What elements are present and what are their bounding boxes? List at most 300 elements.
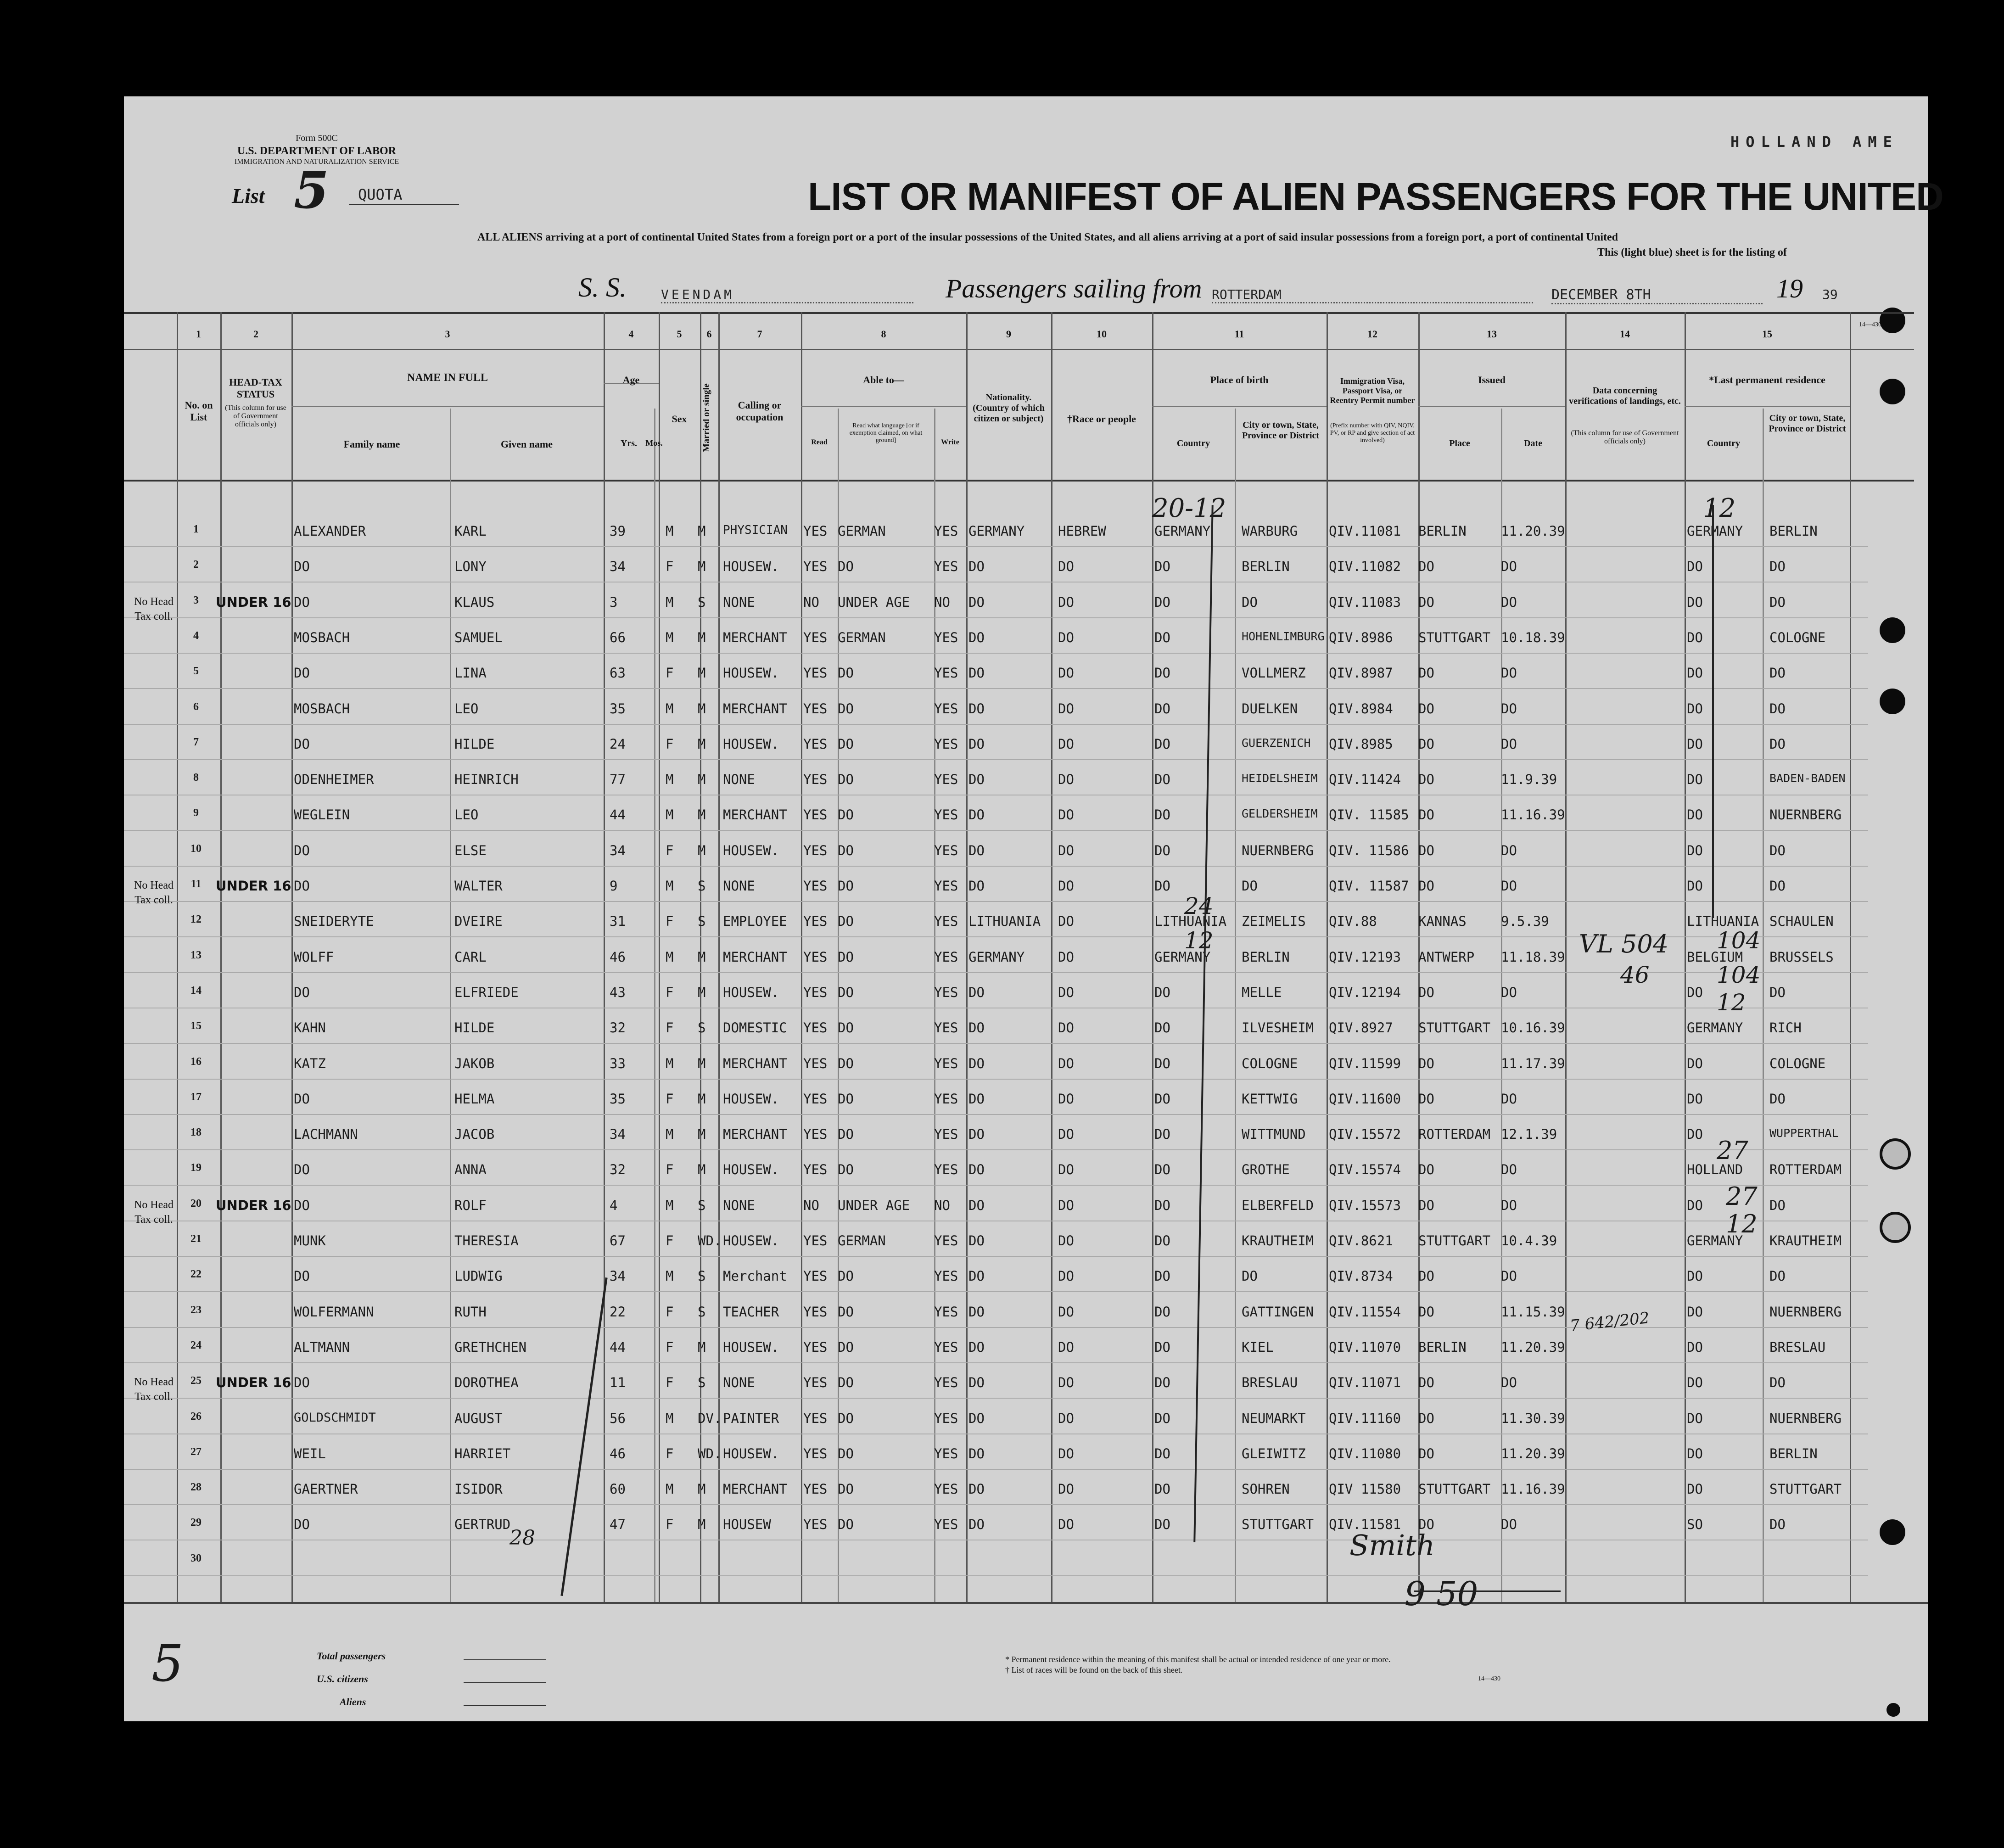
birth-city: BERLIN <box>1242 949 1290 965</box>
row-rule <box>124 1504 1868 1505</box>
service: IMMIGRATION AND NATURALIZATION SERVICE <box>234 158 399 166</box>
can-write: YES <box>934 1055 958 1071</box>
visa-number: QIV.12193 <box>1329 949 1401 965</box>
given-name: GERTRUD <box>454 1517 511 1533</box>
issued-place: DO <box>1418 1445 1434 1462</box>
hand-note: 20-12 <box>1152 493 1226 523</box>
row-number: 16 <box>190 1055 202 1068</box>
column-number: 8 <box>881 328 886 340</box>
read-language: DO <box>838 1162 854 1178</box>
can-write: YES <box>934 878 958 894</box>
issued-place: KANNAS <box>1418 913 1467 930</box>
occupation: MERCHANT <box>723 629 787 645</box>
issued-place: STUTTGART <box>1418 1020 1491 1036</box>
race: DO <box>1058 1091 1074 1107</box>
can-write: YES <box>934 1268 958 1284</box>
birth-country: DO <box>1154 1481 1170 1497</box>
visa-number: QIV.8985 <box>1329 736 1393 752</box>
binder-hole <box>1880 689 1905 714</box>
visa-number: QIV.11080 <box>1329 1445 1401 1462</box>
race: DO <box>1058 878 1074 894</box>
hdr-issued: Issued <box>1478 374 1506 386</box>
hdr-read: Read <box>811 438 828 446</box>
age-years: 34 <box>610 559 626 575</box>
birth-city: ILVESHEIM <box>1242 1020 1314 1036</box>
issued-place: STUTTGART <box>1418 1481 1491 1497</box>
age-years: 34 <box>610 842 626 858</box>
nationality: DO <box>968 878 985 894</box>
given-name: JAKOB <box>454 1055 495 1071</box>
issued-place: DO <box>1418 984 1434 1000</box>
birth-country: DO <box>1154 1517 1170 1533</box>
row-rule <box>124 1149 1868 1150</box>
can-write: YES <box>934 1481 958 1497</box>
residence-city: BRUSSELS <box>1769 949 1834 965</box>
signature-underline <box>1414 1590 1561 1592</box>
row-rule <box>124 830 1868 831</box>
birth-city: WITTMUND <box>1242 1126 1306 1142</box>
race: DO <box>1058 807 1074 823</box>
row-number: 20 <box>190 1197 202 1210</box>
column-number: 13 <box>1487 328 1497 340</box>
can-write: YES <box>934 1091 958 1107</box>
birth-country: DO <box>1154 1339 1170 1355</box>
family-name: WOLFERMANN <box>294 1304 374 1320</box>
issued-date: 10.18.39 <box>1501 629 1565 645</box>
given-name: RUTH <box>454 1304 487 1320</box>
family-name: DO <box>294 1375 310 1391</box>
read-language: DO <box>838 1375 854 1391</box>
head-tax-note: No Head Tax coll. <box>134 1376 174 1403</box>
race: DO <box>1058 772 1074 788</box>
head-tax-note: No Head Tax coll. <box>134 879 174 906</box>
occupation: HOUSEW. <box>723 1233 779 1249</box>
marital-status: M <box>698 1162 706 1178</box>
read-language: DO <box>838 949 854 965</box>
binder-hole <box>1880 1519 1905 1545</box>
nationality: DO <box>968 984 985 1000</box>
signature: Smith <box>1349 1529 1435 1562</box>
birth-country: DO <box>1154 1197 1170 1213</box>
birth-city: ELBERFELD <box>1242 1197 1314 1213</box>
can-write: YES <box>934 1517 958 1533</box>
visa-number: QIV 11580 <box>1329 1481 1401 1497</box>
marital-status: M <box>698 629 706 645</box>
visa-number: QIV.8927 <box>1329 1020 1393 1036</box>
age-years: 4 <box>610 1197 618 1213</box>
given-name: DOROTHEA <box>454 1375 519 1391</box>
residence-city: DO <box>1769 1375 1786 1391</box>
occupation: MERCHANT <box>723 700 787 717</box>
birth-city: DO <box>1242 594 1258 610</box>
hand-note: 104 <box>1717 927 1761 954</box>
nationality: DO <box>968 1481 985 1497</box>
hand-note: 12 <box>1703 493 1736 523</box>
residence-city: DO <box>1769 594 1786 610</box>
nationality: GERMANY <box>968 523 1025 539</box>
nationality: DO <box>968 1304 985 1320</box>
hdr-sex: Sex <box>672 413 687 425</box>
hdr-country: Country <box>1176 438 1210 448</box>
issued-place: ANTWERP <box>1418 949 1475 965</box>
residence-city: COLOGNE <box>1769 629 1826 645</box>
row-number: 8 <box>193 772 199 784</box>
sex: M <box>666 1126 674 1142</box>
can-write: YES <box>934 1126 958 1142</box>
issued-date: DO <box>1501 984 1517 1000</box>
can-write: YES <box>934 700 958 717</box>
can-read: YES <box>803 772 828 788</box>
year-prefix: 19 <box>1776 274 1803 303</box>
row-rule <box>124 546 1868 547</box>
binder-hole <box>1880 308 1905 333</box>
family-name: DO <box>294 842 310 858</box>
birth-city: DO <box>1242 1268 1258 1284</box>
residence-country: DO <box>1687 594 1703 610</box>
given-name: SAMUEL <box>454 629 503 645</box>
residence-country: DO <box>1687 1268 1703 1284</box>
hdr-calling: Calling or occupation <box>736 399 784 423</box>
issued-date: 10.4.39 <box>1501 1233 1557 1249</box>
visa-number: QIV.11581 <box>1329 1517 1401 1533</box>
birth-city: HEIDELSHEIM <box>1242 772 1318 785</box>
family-name: DO <box>294 1268 310 1284</box>
marital-status: M <box>698 523 706 539</box>
sex: F <box>666 1233 674 1249</box>
sex: M <box>666 1197 674 1213</box>
can-write: YES <box>934 523 958 539</box>
year: 39 <box>1822 287 1838 302</box>
footer-total: Total passengers <box>317 1650 386 1662</box>
age-years: 35 <box>610 700 626 717</box>
issued-date: 11.20.39 <box>1501 1339 1565 1355</box>
nationality: DO <box>968 1445 985 1462</box>
column-number: 7 <box>757 328 762 340</box>
issued-date: 11.17.39 <box>1501 1055 1565 1071</box>
row-number: 10 <box>190 842 202 855</box>
given-name: HELMA <box>454 1091 495 1107</box>
read-language: DO <box>838 878 854 894</box>
given-name: LINA <box>454 665 487 681</box>
row-rule <box>124 1291 1868 1292</box>
issued-date: DO <box>1501 736 1517 752</box>
residence-city: KRAUTHEIM <box>1769 1233 1842 1249</box>
hand-note: 27 <box>1726 1182 1758 1211</box>
visa-number: QIV.8986 <box>1329 629 1393 645</box>
hand-note: 24 <box>1184 893 1214 919</box>
visa-number: QIV.11083 <box>1329 594 1401 610</box>
race: DO <box>1058 1268 1074 1284</box>
residence-city: BERLIN <box>1769 523 1818 539</box>
occupation: NONE <box>723 772 755 788</box>
hdr-res-country: Country <box>1707 438 1741 448</box>
can-write: YES <box>934 772 958 788</box>
residence-city: DO <box>1769 700 1786 717</box>
age-years: 39 <box>610 523 626 539</box>
sex: F <box>666 1162 674 1178</box>
can-read: YES <box>803 1481 828 1497</box>
row-rule <box>124 759 1868 760</box>
family-name: DO <box>294 1091 310 1107</box>
issued-place: DO <box>1418 807 1434 823</box>
marital-status: M <box>698 984 706 1000</box>
visa-number: QIV.11071 <box>1329 1375 1401 1391</box>
given-name: KLAUS <box>454 594 495 610</box>
row-number: 5 <box>193 665 199 678</box>
birth-country: DO <box>1154 1445 1170 1462</box>
issued-place: DO <box>1418 772 1434 788</box>
given-name: HEINRICH <box>454 772 519 788</box>
sex: F <box>666 665 674 681</box>
can-read: YES <box>803 665 828 681</box>
hdr-yrs: Yrs. <box>620 438 638 448</box>
race: DO <box>1058 1339 1074 1355</box>
footer-total-line <box>464 1659 546 1660</box>
birth-country: DO <box>1154 1268 1170 1284</box>
issued-place: DO <box>1418 1517 1434 1533</box>
read-language: DO <box>838 1020 854 1036</box>
family-name: WEIL <box>294 1445 326 1462</box>
occupation: NONE <box>723 878 755 894</box>
sex: M <box>666 629 674 645</box>
occupation: HOUSEW. <box>723 1339 779 1355</box>
occupation: Merchant <box>723 1268 787 1284</box>
hdr-write: Write <box>941 438 959 446</box>
residence-city: DO <box>1769 736 1786 752</box>
row-rule <box>124 1256 1868 1257</box>
row-rule <box>124 617 1868 618</box>
can-read: YES <box>803 1091 828 1107</box>
read-language: DO <box>838 1126 854 1142</box>
race: DO <box>1058 594 1074 610</box>
can-read: YES <box>803 1233 828 1249</box>
birth-city: KIEL <box>1242 1339 1274 1355</box>
hand-note: 12 <box>1726 1210 1758 1238</box>
residence-city: BERLIN <box>1769 1445 1818 1462</box>
row-number: 24 <box>190 1339 202 1351</box>
occupation: NONE <box>723 1197 755 1213</box>
age-years: 32 <box>610 1162 626 1178</box>
marital-status: M <box>698 1126 706 1142</box>
birth-city: DO <box>1242 878 1258 894</box>
can-read: YES <box>803 1339 828 1355</box>
can-read: YES <box>803 878 828 894</box>
footer-citizens-line <box>464 1682 546 1683</box>
read-language: DO <box>838 1268 854 1284</box>
nationality: DO <box>968 1197 985 1213</box>
row-rule <box>124 724 1868 725</box>
visa-number: QIV.8734 <box>1329 1268 1393 1284</box>
binder-hole <box>1886 1703 1900 1717</box>
occupation: MERCHANT <box>723 1126 787 1142</box>
can-write: YES <box>934 1020 958 1036</box>
visa-number: QIV.15573 <box>1329 1197 1401 1213</box>
head-tax-status: UNDER 16 <box>216 1197 291 1213</box>
read-language: DO <box>838 1445 854 1462</box>
sex: M <box>666 807 674 823</box>
family-name: ODENHEIMER <box>294 772 374 788</box>
race: DO <box>1058 629 1074 645</box>
residence-country: SO <box>1687 1517 1703 1533</box>
given-name: LONY <box>454 559 487 575</box>
row-rule <box>124 688 1868 689</box>
issued-date: 11.16.39 <box>1501 1481 1565 1497</box>
sex: F <box>666 736 674 752</box>
issued-place: DO <box>1418 1375 1434 1391</box>
row-rule <box>124 1575 1868 1576</box>
birth-country: DO <box>1154 665 1170 681</box>
hand-note: 46 <box>1620 962 1650 988</box>
issued-place: DO <box>1418 1055 1434 1071</box>
nationality: DO <box>968 1055 985 1071</box>
family-name: DO <box>294 984 310 1000</box>
issued-place: DO <box>1418 700 1434 717</box>
row-number: 15 <box>190 1020 202 1032</box>
column-number: 2 <box>253 328 258 340</box>
visa-number: QIV. 11586 <box>1329 842 1409 858</box>
occupation: TEACHER <box>723 1304 779 1320</box>
birth-city: HOHENLIMBURG <box>1242 629 1325 643</box>
residence-country: DO <box>1687 1304 1703 1320</box>
hdr-landings: Data concerning verifications of landings, etc. <box>1569 386 1681 406</box>
race: HEBREW <box>1058 523 1106 539</box>
birth-city: GELDERSHEIM <box>1242 807 1318 821</box>
col-sep <box>220 312 222 1602</box>
can-write: YES <box>934 842 958 858</box>
birth-city: DUELKEN <box>1242 700 1298 717</box>
can-write: YES <box>934 1410 958 1426</box>
marital-status: S <box>698 1304 706 1320</box>
family-name: DO <box>294 665 310 681</box>
residence-country: DO <box>1687 807 1703 823</box>
hand-note: 104 <box>1717 962 1761 988</box>
hdr-able-to: Able to— <box>863 374 904 386</box>
age-years: 3 <box>610 594 618 610</box>
hand-note: 27 <box>1717 1136 1748 1165</box>
issued-place: DO <box>1418 1304 1434 1320</box>
marital-status: M <box>698 1091 706 1107</box>
read-language: DO <box>838 842 854 858</box>
footer-aliens: Aliens <box>340 1696 366 1708</box>
list-quota: QUOTA <box>358 186 403 203</box>
residence-country: GERMANY <box>1687 1233 1743 1249</box>
birth-country: DO <box>1154 1091 1170 1107</box>
row-number: 28 <box>190 1481 202 1494</box>
issued-date: DO <box>1501 700 1517 717</box>
row-number: 11 <box>190 878 202 890</box>
row-number: 3 <box>193 594 199 606</box>
can-read: YES <box>803 1268 828 1284</box>
birth-city: KRAUTHEIM <box>1242 1233 1314 1249</box>
birth-city: GATTINGEN <box>1242 1304 1314 1320</box>
issued-date: 10.16.39 <box>1501 1020 1565 1036</box>
read-language: GERMAN <box>838 629 886 645</box>
occupation: HOUSEW <box>723 1517 771 1533</box>
can-read: YES <box>803 523 828 539</box>
family-name: MOSBACH <box>294 629 350 645</box>
age-years: 32 <box>610 1020 626 1036</box>
hand-note: 9 50 <box>1405 1574 1478 1613</box>
residence-city: WUPPERTHAL <box>1769 1126 1839 1140</box>
family-name: ALEXANDER <box>294 523 366 539</box>
given-name: KARL <box>454 523 487 539</box>
row-rule <box>124 972 1868 973</box>
form-code: 14—430 <box>1478 1675 1500 1682</box>
hdr-given-name: Given name <box>500 438 553 450</box>
age-years: 46 <box>610 1445 626 1462</box>
residence-country: DO <box>1687 1091 1703 1107</box>
birth-city: GUERZENICH <box>1242 736 1311 750</box>
age-years: 56 <box>610 1410 626 1426</box>
birth-country: DO <box>1154 1375 1170 1391</box>
hdr-head-tax-note: (This column for use of Government officials only) <box>225 404 286 428</box>
read-language: DO <box>838 984 854 1000</box>
birth-city: NEUMARKT <box>1242 1410 1306 1426</box>
family-name: DO <box>294 1517 310 1533</box>
issued-date: 11.9.39 <box>1501 772 1557 788</box>
column-number: 10 <box>1097 328 1107 340</box>
residence-country: LITHUANIA <box>1687 913 1759 930</box>
corner-code: 14—430 <box>1859 321 1881 328</box>
issued-place: DO <box>1418 842 1434 858</box>
issued-place: DO <box>1418 559 1434 575</box>
issued-place: DO <box>1418 594 1434 610</box>
row-rule <box>124 1043 1868 1044</box>
issued-place: BERLIN <box>1418 1339 1467 1355</box>
marital-status: M <box>698 1055 706 1071</box>
nationality: DO <box>968 1268 985 1284</box>
race: DO <box>1058 1233 1074 1249</box>
hdr-residence: *Last permanent residence <box>1709 374 1825 386</box>
birth-city: MELLE <box>1242 984 1282 1000</box>
race: DO <box>1058 1162 1074 1178</box>
can-read: YES <box>803 1517 828 1533</box>
row-number: 2 <box>193 559 199 571</box>
nationality: DO <box>968 1375 985 1391</box>
read-language: DO <box>838 1091 854 1107</box>
col-sep <box>450 409 451 1602</box>
occupation: HOUSEW. <box>723 984 779 1000</box>
issued-place: STUTTGART <box>1418 1233 1491 1249</box>
can-read: YES <box>803 700 828 717</box>
subhead-rule <box>1685 406 1850 407</box>
occupation: PAINTER <box>723 1410 779 1426</box>
birth-country: DO <box>1154 1410 1170 1426</box>
read-language: DO <box>838 700 854 717</box>
subtitle-2: This (light blue) sheet is for the listing of <box>1597 246 1787 258</box>
nationality: DO <box>968 1410 985 1426</box>
residence-country: DO <box>1687 842 1703 858</box>
residence-city: DO <box>1769 665 1786 681</box>
race: DO <box>1058 1020 1074 1036</box>
read-language: DO <box>838 772 854 788</box>
residence-country: DO <box>1687 559 1703 575</box>
residence-city: DO <box>1769 1091 1786 1107</box>
family-name: ALTMANN <box>294 1339 350 1355</box>
issued-date: DO <box>1501 1162 1517 1178</box>
col-sep <box>1850 312 1851 1602</box>
can-write: NO <box>934 1197 950 1213</box>
marital-status: M <box>698 1481 706 1497</box>
col-sep <box>1327 312 1328 1602</box>
ship-name: VEENDAM <box>661 287 913 303</box>
residence-country: DO <box>1687 878 1703 894</box>
form-number: Form 500C <box>296 133 338 143</box>
issued-place: DO <box>1418 1268 1434 1284</box>
race: DO <box>1058 1517 1074 1533</box>
birth-city: ZEIMELIS <box>1242 913 1306 930</box>
read-language: DO <box>838 807 854 823</box>
